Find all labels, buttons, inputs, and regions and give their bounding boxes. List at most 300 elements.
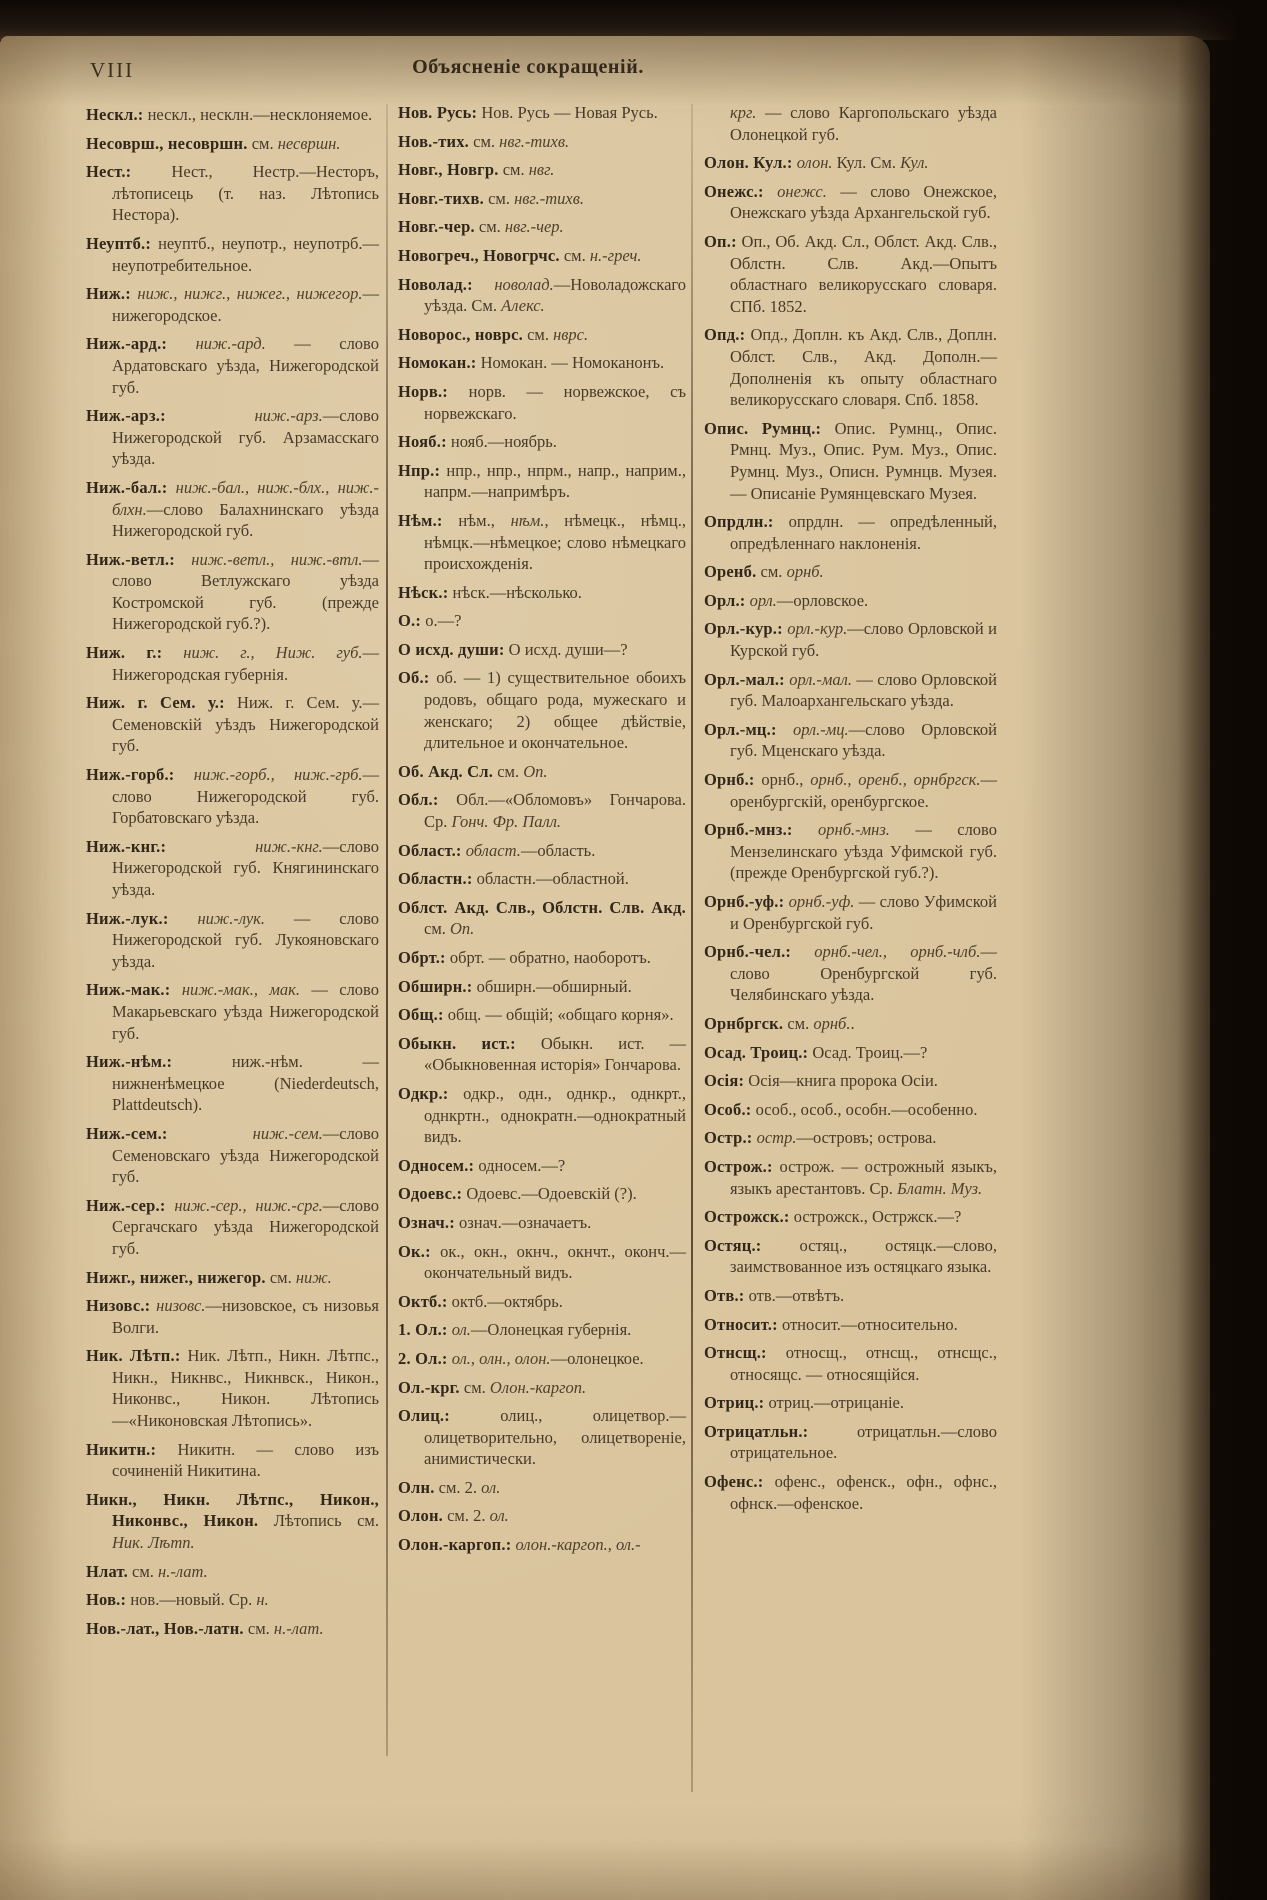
entry-abbrev-italic: ниж.-ветл., ниж.-втл. xyxy=(174,549,363,569)
dictionary-entry xyxy=(398,761,686,783)
dictionary-entry xyxy=(398,510,686,575)
entry-headword: Низовс.: xyxy=(86,1296,151,1316)
entry-text: О исхд. души—? xyxy=(504,639,628,659)
entry-headword: Орнб.-мнз.: xyxy=(704,820,793,840)
entry-text: см. xyxy=(459,1377,490,1397)
entry-headword: Обыкн. ист.: xyxy=(398,1033,516,1053)
dictionary-entry xyxy=(704,418,997,504)
dictionary-entry xyxy=(86,477,379,542)
dictionary-entry xyxy=(86,133,379,155)
entry-abbrev-italic: Блатн. Муз. xyxy=(896,1178,983,1198)
entry-abbrev-italic: орнб.-уф. xyxy=(784,892,855,911)
entry-abbrev-italic: Оп. xyxy=(450,919,475,939)
dictionary-entry xyxy=(86,549,379,635)
entry-headword: Опис. Румнц.: xyxy=(704,418,822,438)
entry-headword: Никн., Никн. Лѣтпс., Никон., Никонвс., Никон. xyxy=(86,1489,379,1531)
dictionary-entry xyxy=(704,561,997,583)
dictionary-entry xyxy=(86,161,379,226)
dictionary-entry xyxy=(398,1183,686,1205)
entry-text: относщ., отнсщ., отнсщс., относящс. — относящійся. xyxy=(730,1343,997,1384)
dictionary-entry xyxy=(704,941,997,1006)
entry-text: Нов. Русь — Новая Русь. xyxy=(477,103,658,122)
entry-headword: Означ.: xyxy=(398,1212,455,1232)
dictionary-entry xyxy=(398,1212,686,1234)
entry-text: Кул. См. xyxy=(832,153,901,173)
entry-text: —слово Нижегородской губ. Княгининскаго уѣзда. xyxy=(112,836,379,899)
entry-text: —Новоладожскаго уѣзда. См. xyxy=(424,274,686,316)
entry-text: см. xyxy=(265,1267,296,1287)
entry-text: см. 2. xyxy=(434,1477,482,1497)
entry-abbrev-italic: орнб. xyxy=(813,1013,851,1033)
dictionary-entry xyxy=(398,460,686,503)
entry-text: см. xyxy=(783,1013,814,1033)
entry-headword: Новг.-тихв. xyxy=(398,188,484,208)
dictionary-entry xyxy=(86,405,379,470)
entry-text: острожск., Остржск.—? xyxy=(789,1207,962,1227)
dictionary-entry xyxy=(704,669,997,712)
dictionary-entry xyxy=(86,1123,379,1188)
book-edge-shadow xyxy=(1177,0,1267,1900)
entry-text: см. xyxy=(498,160,529,180)
dictionary-entry xyxy=(398,1004,686,1026)
entry-text: норв. — норвежское, съ норвежскаго. xyxy=(424,381,686,423)
entry-text: неуптб., неупотр., неупотрб.—неупотребительное. xyxy=(112,233,379,275)
dictionary-entry xyxy=(704,719,997,762)
entry-headword: Несоврш., несовршн. xyxy=(86,133,248,153)
dictionary-entry xyxy=(398,381,686,424)
entry-headword: Одкр.: xyxy=(398,1083,449,1103)
entry-abbrev-italic: нвг.-тихв. xyxy=(499,131,570,151)
entry-headword: Облст. Акд. Слв., Облстн. Слв. Акд. xyxy=(398,897,686,917)
entry-headword: Олон. Кул.: xyxy=(704,153,793,173)
entry-text: см. xyxy=(243,1618,274,1638)
entry-headword: Обширн.: xyxy=(398,976,473,996)
page-top-shadow xyxy=(0,0,1267,40)
dictionary-entry xyxy=(704,181,997,224)
entry-headword: 2. Ол.: xyxy=(398,1348,448,1368)
entry-abbrev-italic: нвг. xyxy=(528,160,555,180)
dictionary-entry xyxy=(704,231,997,317)
entry-text: см. xyxy=(469,131,500,151)
entry-abbrev-italic: ниж.-бал., ниж.-блх., ниж.-блхн. xyxy=(112,477,379,519)
entry-abbrev-italic: остр. xyxy=(752,1128,797,1148)
entry-headword: Об.: xyxy=(398,668,430,688)
entry-text: Обл.—«Обломовъ» Гончарова. Ср. xyxy=(424,790,686,832)
entry-headword: Обл.: xyxy=(398,790,439,810)
entry-headword: Орнб.-уф.: xyxy=(704,892,785,911)
entry-text: Осад. Троиц.—? xyxy=(808,1042,928,1062)
entry-headword: Ол.-крг. xyxy=(398,1377,460,1397)
entry-text: см. xyxy=(522,324,554,344)
entry-abbrev-italic: ниж.-сем. xyxy=(167,1123,323,1143)
entry-text: особ., особ., особн.—особенно. xyxy=(751,1099,978,1119)
entry-headword: Об. Акд. Сл. xyxy=(398,761,494,781)
entry-text: —слово Сергачскаго уѣзда Нижегородской губ. xyxy=(112,1195,379,1258)
dictionary-entry xyxy=(704,1156,997,1199)
entry-headword: Нѣм.: xyxy=(398,510,443,530)
dictionary-entry xyxy=(704,618,997,661)
entry-abbrev-italic: нврс. xyxy=(553,324,589,344)
entry-text: —островъ; острова. xyxy=(796,1128,937,1148)
entry-abbrev-italic: ниж.-мак., мак. xyxy=(170,980,300,1000)
entry-headword: Ниж.-ветл.: xyxy=(86,549,175,569)
entry-headword: Нов.-тих. xyxy=(398,131,469,151)
entry-abbrev-italic: ниж.-лук. xyxy=(168,908,265,928)
entry-text: —слово Ветлужскаго уѣзда Костромской губ. (прежде Нижегородской губ.?). xyxy=(112,549,379,634)
entry-headword: Ниж. г. Сем. у.: xyxy=(86,693,225,713)
entry-headword: Новогреч., Новогрчс. xyxy=(398,245,560,265)
column-divider-2 xyxy=(691,104,693,1792)
entry-text: см. xyxy=(559,245,590,265)
dictionary-entry xyxy=(704,1235,997,1278)
entry-headword: Ниж.-ард.: xyxy=(86,334,168,354)
dictionary-entry xyxy=(86,692,379,757)
entry-text: о.—? xyxy=(421,611,462,631)
entry-text: отрицатльн.—слово отрицательное. xyxy=(730,1421,997,1463)
dictionary-entry xyxy=(398,1477,686,1499)
entry-headword: Областн.: xyxy=(398,869,473,889)
dictionary-entry xyxy=(398,131,686,153)
entry-text: —слово Балахнинскаго уѣзда Нижегородской губ. xyxy=(112,499,379,541)
entry-abbrev-italic: ол. xyxy=(489,1506,509,1526)
dictionary-entry xyxy=(86,233,379,276)
entry-text: см. 2. xyxy=(442,1506,490,1526)
entry-headword: Обрт.: xyxy=(398,948,446,967)
entry-abbrev-italic: орнб.-мнз. xyxy=(792,820,890,840)
dictionary-entry xyxy=(398,582,686,604)
entry-headword: О исхд. души: xyxy=(398,639,505,659)
entry-text: — слово Макарьевскаго уѣзда Нижегородской губ. xyxy=(112,980,379,1043)
entry-headword: Нов.-лат., Нов.-латн. xyxy=(86,1618,244,1638)
dictionary-entry xyxy=(398,1348,686,1370)
dictionary-entry xyxy=(704,1392,997,1414)
dictionary-entry xyxy=(86,979,379,1044)
dictionary-entry xyxy=(704,1042,997,1064)
entry-abbrev-italic: Алекс. xyxy=(501,296,545,316)
entry-headword: Оп.: xyxy=(704,231,737,251)
dictionary-entry xyxy=(398,245,686,267)
entry-headword: Острож.: xyxy=(704,1156,773,1176)
dictionary-entry xyxy=(704,1099,997,1121)
dictionary-entry xyxy=(704,1342,997,1385)
entry-headword: Номокан.: xyxy=(398,353,477,373)
entry-text: . xyxy=(850,1013,855,1033)
entry-abbrev-italic: ол. xyxy=(481,1477,501,1497)
entry-abbrev-italic: нвг.-чер. xyxy=(504,217,564,237)
entry-headword: Офенс.: xyxy=(704,1472,764,1492)
dictionary-entry xyxy=(398,102,686,124)
entry-headword: Нест.: xyxy=(86,162,132,182)
entry-text: см. xyxy=(474,217,505,237)
entry-abbrev-italic: Оп. xyxy=(523,761,548,781)
entry-abbrev-italic: новолад. xyxy=(472,274,554,294)
entry-text: — слово Каргопольскаго уѣзда Олонецкой губ. xyxy=(730,103,997,144)
entry-abbrev-italic: орл.-мал. xyxy=(784,669,853,689)
dictionary-entry-continuation xyxy=(704,102,997,145)
entry-headword: Неуптб.: xyxy=(86,233,152,253)
entry-headword: Октб.: xyxy=(398,1291,448,1311)
entry-headword: Относит.: xyxy=(704,1314,778,1334)
entry-headword: Нескл.: xyxy=(86,105,144,124)
dictionary-entry xyxy=(86,836,379,901)
entry-headword: Ниж.-мак.: xyxy=(86,980,171,1000)
entry-text: нояб.—ноябрь. xyxy=(446,432,557,452)
entry-text: Осія—книга пророка Осіи. xyxy=(744,1071,938,1091)
dictionary-entry xyxy=(86,908,379,973)
entry-headword: Особ.: xyxy=(704,1099,752,1119)
entry-headword: Новг., Новгр. xyxy=(398,160,499,180)
dictionary-entry xyxy=(704,1285,997,1307)
dictionary-entry xyxy=(704,590,997,612)
entry-text: Обыкн. ист. — «Обыкновенная исторія» Гончарова. xyxy=(424,1033,686,1075)
dictionary-entry xyxy=(86,1345,379,1431)
entry-headword: Одоевс.: xyxy=(398,1184,463,1204)
entry-headword: Отв.: xyxy=(704,1285,745,1305)
entry-text: Опис. Румнц., Опис. Рмнц. Муз., Опис. Рум. Муз., Опис. Румнц. Муз., Описн. Румнцв. Музея. — Описаніе Румянцевскаго Музея. xyxy=(730,418,997,503)
entry-headword: Ниж.-кнг.: xyxy=(86,836,167,856)
entry-headword: 1. Ол.: xyxy=(398,1320,448,1340)
entry-text: относит.—относительно. xyxy=(777,1314,958,1334)
entry-abbrev-italic: н.-лат. xyxy=(158,1561,208,1581)
dictionary-entry xyxy=(86,104,379,126)
dictionary-entry xyxy=(704,152,997,174)
dictionary-entry xyxy=(86,1618,379,1640)
entry-headword: Опрдлн.: xyxy=(704,512,774,532)
entry-text: Нест., Нестр.—Несторъ, лѣтописець (т. наз. Лѣтопись Нестора). xyxy=(112,162,379,225)
entry-headword: Нов.: xyxy=(86,1590,127,1610)
entry-text: —нижегородское. xyxy=(112,284,379,325)
entry-text: —олонецкое. xyxy=(550,1348,644,1368)
entry-text: — слово Орловской губ. Малоархангельскаго уѣзда. xyxy=(730,669,997,711)
entry-headword: Остр.: xyxy=(704,1128,753,1148)
entry-text: Оп., Об. Акд. Сл., Облст. Акд. Слв., Облстн. Слв. Акд.—Опытъ областнаго великорусскаго словаря. СПб. 1852. xyxy=(730,231,997,316)
entry-text: областн.—областной. xyxy=(472,869,629,889)
entry-headword: Отнсщ.: xyxy=(704,1343,767,1363)
entry-text: —слово Семеновскаго уѣзда Нижегородской губ. xyxy=(112,1123,379,1187)
dictionary-entry xyxy=(704,1127,997,1149)
entry-text: —низовское, съ низовья Волги. xyxy=(112,1296,379,1337)
entry-headword: Отрицатльн.: xyxy=(704,1421,809,1441)
entry-abbrev-italic: несвршн. xyxy=(277,133,341,153)
entry-headword: Новг.-чер. xyxy=(398,217,475,237)
column-divider-1 xyxy=(386,104,388,1756)
entry-headword: Новорос., новрс. xyxy=(398,324,523,344)
entry-text: см. xyxy=(424,919,451,939)
entry-text: —слово Оренбургской губ. Челябинскаго уѣзда. xyxy=(730,942,997,1005)
entry-headword: Ниж.-лук.: xyxy=(86,908,169,928)
entry-abbrev-italic: орл. xyxy=(745,590,777,610)
page-column xyxy=(704,102,997,1521)
dictionary-entry xyxy=(704,1421,997,1464)
dictionary-entry xyxy=(704,1013,997,1035)
entry-text: см. xyxy=(483,188,515,208)
dictionary-entry xyxy=(398,947,686,969)
dictionary-entry xyxy=(398,1405,686,1470)
entry-headword: Ниж.-арз.: xyxy=(86,406,166,426)
entry-headword: Осія: xyxy=(704,1071,745,1091)
entry-text: см. xyxy=(493,761,524,781)
entry-abbrev-italic: орл.-мц. xyxy=(776,719,849,739)
entry-headword: Орл.-кур.: xyxy=(704,619,783,639)
entry-abbrev-italic: орнб. xyxy=(786,562,824,582)
entry-text: — слово Уфимской и Оренбургской губ. xyxy=(730,892,997,933)
entry-headword: Нижг., нижег., нижегор. xyxy=(86,1267,266,1287)
entry-abbrev-italic: ол. xyxy=(447,1320,471,1340)
entry-text: ок., окн., окнч., окнчт., оконч.—окончательный видъ. xyxy=(424,1241,686,1283)
entry-abbrev-italic: Олон.-каргоп. xyxy=(489,1377,587,1397)
entry-headword: Нояб.: xyxy=(398,432,447,452)
entry-text: Лѣтопись см. xyxy=(258,1511,379,1531)
entry-headword: Ок.: xyxy=(398,1241,431,1261)
dictionary-entry xyxy=(86,1051,379,1116)
entry-abbrev-italic: ниж.-арз. xyxy=(165,406,323,426)
entry-text: Опд., Доплн. къ Акд. Слв., Доплн. Облст. Слв., Акд. Дополн.—Дополненія къ опыту областнаго великорусскаго словаря. Спб. 1858. xyxy=(730,325,997,410)
entry-headword: Орл.-мц.: xyxy=(704,719,777,739)
dictionary-entry xyxy=(398,1155,686,1177)
entry-text: см. xyxy=(756,562,787,582)
entry-text: —слово Орловской губ. Мценскаго уѣзда. xyxy=(730,719,997,761)
entry-headword: Олиц.: xyxy=(398,1406,450,1426)
dictionary-entry xyxy=(398,431,686,453)
dictionary-entry xyxy=(86,283,379,326)
entry-abbrev-italic: ниж. г., Ниж. губ. xyxy=(162,643,363,663)
entry-headword: Нѣск.: xyxy=(398,582,449,602)
entry-headword: Орл.: xyxy=(704,590,746,610)
entry-headword: Ниж.-сер.: xyxy=(86,1195,166,1215)
page-title: Объясненіе сокращеній. xyxy=(412,56,644,78)
entry-headword: Никитн.: xyxy=(86,1439,157,1459)
entry-headword: Област.: xyxy=(398,840,462,860)
entry-abbrev-italic: Кул. xyxy=(900,153,929,173)
entry-text: —Олонецкая губернія. xyxy=(470,1320,632,1340)
entry-headword: Олон. xyxy=(398,1506,443,1526)
entry-text: —область. xyxy=(520,840,596,860)
entry-abbrev-italic: н. xyxy=(256,1590,269,1610)
page-column xyxy=(86,104,379,1646)
dictionary-entry xyxy=(398,789,686,832)
dictionary-entry xyxy=(86,1295,379,1338)
entry-text: одкр., одн., однкр., однкрт., однкртн., однократн.—однократный видъ. xyxy=(424,1083,686,1147)
entry-text: обширн.—обширный. xyxy=(472,976,632,996)
dictionary-entry xyxy=(86,1439,379,1482)
dictionary-entry xyxy=(86,1561,379,1583)
entry-text: Никитн. — слово изъ сочиненій Никитина. xyxy=(112,1439,379,1481)
entry-text: — слово Ардатовскаго уѣзда, Нижегородской губ. xyxy=(112,334,379,397)
entry-text: олиц., олицетвор.—олицетворительно, олицетвореніе, анимистически. xyxy=(424,1406,686,1469)
entry-text: —слово Орловской и Курской губ. xyxy=(730,619,997,661)
entry-text: — слово Мензелинскаго уѣзда Уфимской губ. (прежде Оренбургской губ.?). xyxy=(730,820,997,883)
entry-text: —слово Нижегородской губ. Арзамасскаго уѣзда. xyxy=(112,406,379,469)
entry-abbrev-italic: орнб., оренб., орнбргск. xyxy=(810,770,981,790)
dictionary-entry xyxy=(704,1471,997,1514)
entry-text: нпр., нпр., нпрм., напр., наприм., напрм.—напримѣръ. xyxy=(424,460,686,502)
dictionary-entry xyxy=(704,1070,997,1092)
entry-headword: Орл.-мал.: xyxy=(704,669,785,689)
entry-abbrev-italic: орл.-кур. xyxy=(782,619,848,639)
entry-headword: Нлат. xyxy=(86,1561,128,1581)
dictionary-entry xyxy=(704,819,997,884)
entry-text: октб.—октябрь. xyxy=(447,1291,563,1311)
dictionary-entry xyxy=(398,274,686,317)
entry-headword: Олон.-каргоп.: xyxy=(398,1535,512,1555)
dictionary-entry xyxy=(704,1314,997,1336)
dictionary-entry xyxy=(398,1033,686,1076)
dictionary-entry xyxy=(86,1589,379,1611)
entry-text: отриц.—отрицаніе. xyxy=(764,1393,905,1413)
entry-text: —слово Нижегородской губ. Горбатовскаго уѣзда. xyxy=(112,765,379,828)
dictionary-entry xyxy=(704,324,997,410)
entry-text: , нѣмецк., нѣмц., нѣмцк.—нѣмецкое; слово нѣмецкаго происхожденія. xyxy=(424,510,686,574)
dictionary-entry xyxy=(398,639,686,661)
entry-headword: Острожск.: xyxy=(704,1207,790,1227)
entry-abbrev-italic: нвг.-тихв. xyxy=(514,188,585,208)
entry-abbrev-italic: ниж.-сер., ниж.-срг. xyxy=(165,1195,323,1215)
entry-abbrev-italic: олон. xyxy=(792,153,833,173)
entry-text: опрдлн. — опредѣленный, опредѣленнаго наклоненія. xyxy=(730,512,997,553)
page-number: VIII xyxy=(90,58,135,82)
dictionary-entry xyxy=(86,642,379,685)
entry-text: —Нижегородская губернія. xyxy=(112,643,379,684)
entry-text: нѣск.—нѣсколько. xyxy=(448,582,582,602)
entry-text: орнб., xyxy=(754,770,811,790)
entry-headword: Ниж.-горб.: xyxy=(86,765,175,785)
entry-headword: Нов. Русь: xyxy=(398,103,478,122)
entry-abbrev-italic: онежс. xyxy=(763,181,827,201)
entry-abbrev-italic: ниж.-горб., ниж.-грб. xyxy=(174,765,363,785)
entry-headword: Опд.: xyxy=(704,325,746,345)
dictionary-entry xyxy=(398,610,686,632)
entry-abbrev-italic: ол., олн., олон. xyxy=(447,1348,551,1368)
entry-headword: Ниж.: xyxy=(86,284,131,304)
entry-text: офенс., офенск., офн., офнс., офнск.—офенское. xyxy=(730,1472,997,1513)
entry-text: означ.—означаетъ. xyxy=(454,1212,592,1232)
dictionary-entry xyxy=(704,769,997,812)
entry-headword: Оренб. xyxy=(704,562,757,582)
entry-headword: Односем.: xyxy=(398,1155,475,1175)
dictionary-entry xyxy=(398,159,686,181)
entry-headword: Отриц.: xyxy=(704,1393,765,1413)
dictionary-entry xyxy=(86,764,379,829)
entry-abbrev-italic: област. xyxy=(461,840,521,860)
entry-headword: Ниж. г.: xyxy=(86,643,163,663)
entry-abbrev-italic: ниж.-кнг. xyxy=(166,836,323,856)
entry-text: нов.—новый. Ср. xyxy=(126,1590,257,1610)
entry-headword: Нпр.: xyxy=(398,460,441,480)
entry-text: односем.—? xyxy=(474,1155,566,1175)
dictionary-entry xyxy=(398,1377,686,1399)
entry-text: общ. — общій; «общаго корня». xyxy=(443,1005,674,1025)
dictionary-entry xyxy=(398,1083,686,1148)
dictionary-entry xyxy=(398,897,686,940)
dictionary-entry xyxy=(398,1291,686,1313)
dictionary-entry xyxy=(398,1241,686,1284)
dictionary-entry xyxy=(398,667,686,753)
dictionary-entry xyxy=(86,333,379,398)
entry-headword: Ниж.-бал.: xyxy=(86,477,168,497)
entry-headword: Общ.: xyxy=(398,1005,444,1025)
entry-headword: Ниж.-сем.: xyxy=(86,1123,168,1143)
dictionary-entry xyxy=(398,188,686,210)
entry-text: нѣм., xyxy=(442,510,511,530)
entry-headword: Орнб.: xyxy=(704,770,755,790)
dictionary-entry xyxy=(86,1195,379,1260)
entry-text: остяц., остяцк.—слово, заимствованное изъ остяцкаго языка. xyxy=(730,1235,997,1277)
dictionary-entry xyxy=(398,324,686,346)
entry-abbrev-italic: нѣм. xyxy=(510,510,545,530)
entry-text: ниж.-нѣм. — нижненѣмецкое (Niederdeutsch, Plattdeutsch). xyxy=(112,1052,379,1115)
dictionary-entry xyxy=(86,1267,379,1289)
entry-abbrev-italic: низовс. xyxy=(150,1296,206,1316)
